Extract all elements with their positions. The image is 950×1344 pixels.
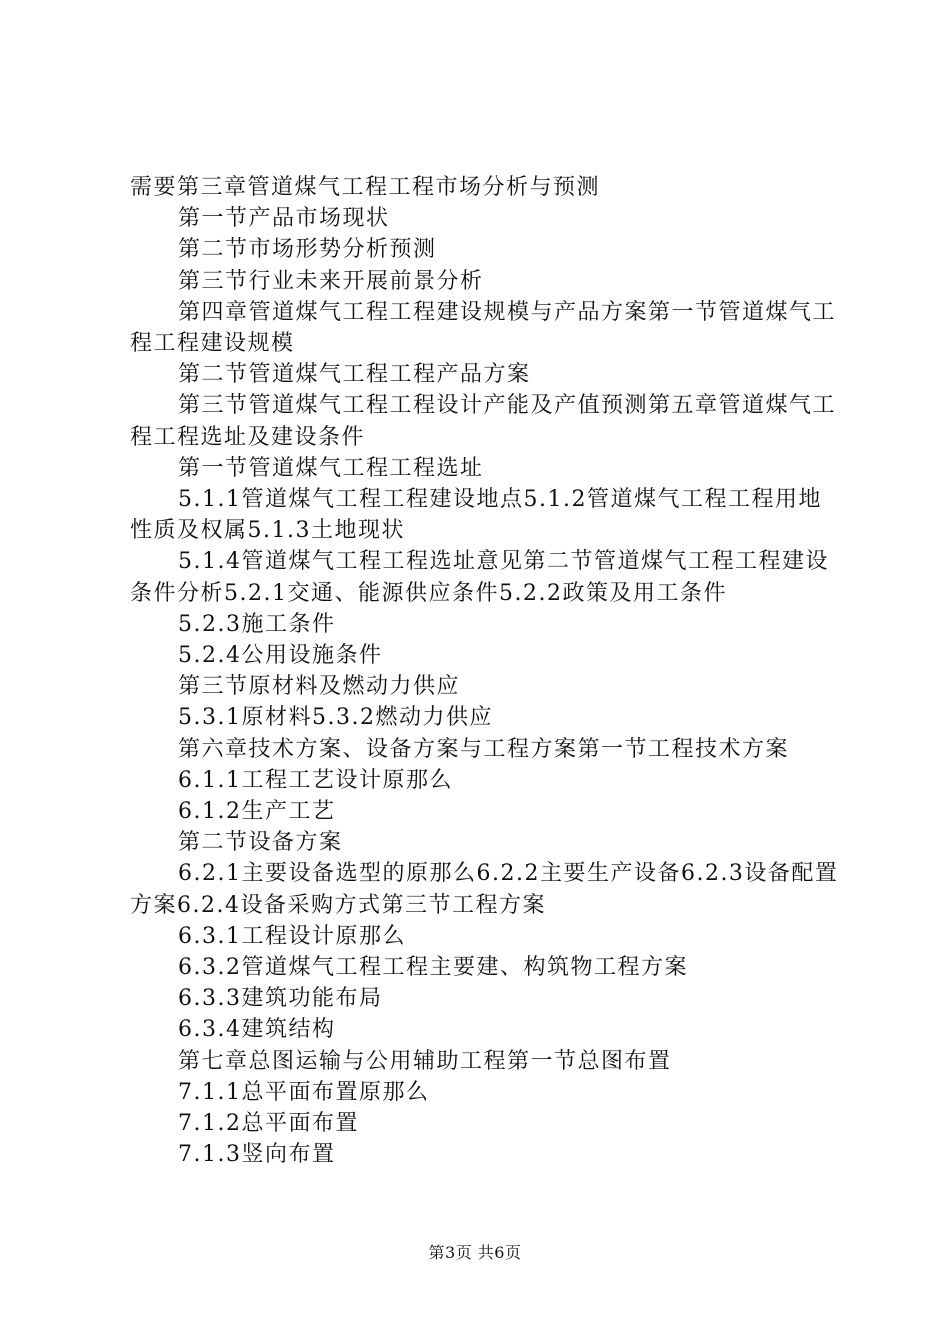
paragraph-14: 5.3.1原材料5.3.2燃动力供应 bbox=[178, 705, 493, 731]
paragraph-27: 7.1.3竖向布置 bbox=[178, 1142, 336, 1168]
paragraph-17: 6.1.2生产工艺 bbox=[178, 799, 336, 825]
paragraph-11: 5.2.3施工条件 bbox=[178, 611, 336, 637]
paragraph-9: 5.1.1管道煤气工程工程建设地点5.1.2管道煤气工程工程用地性质及权属5.1.3土地现状 bbox=[130, 487, 822, 544]
paragraph-24: 第七章总图运输与公用辅助工程第一节总图布置 bbox=[178, 1048, 672, 1074]
paragraph-23: 6.3.4建筑结构 bbox=[178, 1017, 336, 1043]
paragraph-5: 第四章管道煤气工程工程建设规模与产品方案第一节管道煤气工程工程建设规模 bbox=[130, 299, 837, 357]
paragraph-22: 6.3.3建筑功能布局 bbox=[178, 986, 383, 1012]
paragraph-7: 第三节管道煤气工程工程设计产能及产值预测第五章管道煤气工程工程选址及建设条件 bbox=[130, 393, 837, 450]
paragraph-8: 第一节管道煤气工程工程选址 bbox=[178, 455, 484, 481]
paragraph-3: 第二节市场形势分析预测 bbox=[178, 237, 437, 263]
paragraph-12: 5.2.4公用设施条件 bbox=[178, 643, 383, 669]
paragraph-18: 第二节设备方案 bbox=[178, 830, 343, 856]
paragraph-20: 6.3.1工程设计原那么 bbox=[178, 923, 406, 949]
page-footer bbox=[0, 1243, 950, 1263]
paragraph-15: 第六章技术方案、设备方案与工程方案第一节工程技术方案 bbox=[178, 736, 790, 762]
document-body bbox=[130, 172, 842, 1171]
paragraph-21: 6.3.2管道煤气工程工程主要建、构筑物工程方案 bbox=[178, 955, 688, 981]
paragraph-16: 6.1.1工程工艺设计原那么 bbox=[178, 767, 453, 793]
page-number: 第3页 共6页 bbox=[428, 1243, 522, 1262]
paragraph-19: 6.2.1主要设备选型的原那么6.2.2主要生产设备6.2.3设备配置方案6.2.4设备采购方式第三节工程方案 bbox=[130, 861, 839, 918]
paragraph-26: 7.1.2总平面布置 bbox=[178, 1111, 359, 1137]
paragraph-4: 第三节行业未来开展前景分析 bbox=[178, 268, 484, 294]
paragraph-2: 第一节产品市场现状 bbox=[178, 206, 390, 232]
paragraph-1: 需要第三章管道煤气工程工程市场分析与预测 bbox=[130, 175, 601, 200]
paragraph-13: 第三节原材料及燃动力供应 bbox=[178, 674, 461, 700]
paragraph-25: 7.1.1总平面布置原那么 bbox=[178, 1079, 430, 1105]
paragraph-10: 5.1.4管道煤气工程工程选址意见第二节管道煤气工程工程建设条件分析5.2.1交通、能源供应条件5.2.2政策及用工条件 bbox=[130, 549, 829, 606]
paragraph-6: 第二节管道煤气工程工程产品方案 bbox=[178, 362, 531, 388]
